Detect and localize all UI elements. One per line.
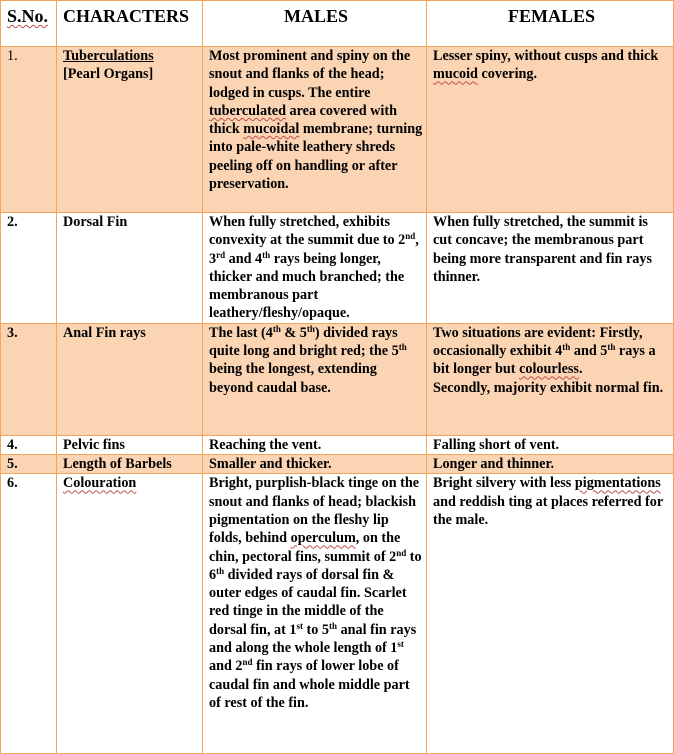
table-row bbox=[1, 474, 674, 754]
males-cell: When fully stretched, exhibits convexity at the summit due to 2nd, 3rd and 4th rays being longer, thicker and much branched; the membranous part leathery/fleshy/opaque. bbox=[203, 213, 427, 324]
character-cell: Colouration bbox=[57, 474, 203, 754]
table-row bbox=[1, 47, 674, 213]
males-cell: Most prominent and spiny on the snout and flanks of the head; lodged in cusps. The entire tuberculated area covered with thick mucoidal membrane; turning into pale-white leathery shreds peeling off on handling or after preservation. bbox=[203, 47, 427, 213]
character-cell bbox=[57, 47, 203, 213]
header-row bbox=[1, 1, 674, 47]
character-cell: Length of Barbels bbox=[57, 455, 203, 474]
row-number: 2. bbox=[1, 213, 57, 324]
character-alt-name: [Pearl Organs] bbox=[63, 66, 154, 83]
row-number: 3. bbox=[1, 323, 57, 435]
header-females: FEMALES bbox=[427, 1, 674, 47]
header-characters: CHARACTERS bbox=[57, 1, 203, 47]
row-number: 4. bbox=[1, 435, 57, 454]
table-row bbox=[1, 323, 674, 435]
females-cell: Lesser spiny, without cusps and thick mucoid covering. bbox=[427, 47, 674, 213]
females-cell: Bright silvery with less pigmentations and reddish ting at places referred for the male. bbox=[427, 474, 674, 754]
females-cell: Longer and thinner. bbox=[427, 455, 674, 474]
character-cell: Pelvic fins bbox=[57, 435, 203, 454]
table-row bbox=[1, 435, 674, 454]
character-cell: Anal Fin rays bbox=[57, 323, 203, 435]
header-males: MALES bbox=[203, 1, 427, 47]
row-number: 6. bbox=[1, 474, 57, 754]
males-cell: Smaller and thicker. bbox=[203, 455, 427, 474]
females-cell: Two situations are evident: Firstly, occasionally exhibit 4th and 5th rays a bit longer but colourless. Secondly, majority exhibit normal fin. bbox=[427, 323, 674, 435]
character-name: Tuberculations bbox=[63, 48, 154, 64]
males-cell: Bright, purplish-black tinge on the snout and flanks of head; blackish pigmentation on the fleshy lip folds, behind operculum, on the chin, pectoral fins, summit of 2nd to 6th divided rays of dorsal fin & outer edges of caudal fin. Scarlet red tinge in the middle of the dorsal fin, at 1st to 5th anal fin rays and along the whole length of 1st and 2nd fin rays of lower lobe of caudal fin and whole middle part of rest of the fin. bbox=[203, 474, 427, 754]
table-row bbox=[1, 455, 674, 474]
row-number: 1. bbox=[1, 47, 57, 213]
females-cell: Falling short of vent. bbox=[427, 435, 674, 454]
character-cell: Dorsal Fin bbox=[57, 213, 203, 324]
header-sno: S.No. bbox=[1, 1, 57, 47]
males-cell: Reaching the vent. bbox=[203, 435, 427, 454]
row-number: 5. bbox=[1, 455, 57, 474]
table-row bbox=[1, 213, 674, 324]
males-cell: The last (4th & 5th) divided rays quite long and bright red; the 5th being the longest, extending beyond caudal base. bbox=[203, 323, 427, 435]
females-cell: When fully stretched, the summit is cut concave; the membranous part being more transparent and fin rays thinner. bbox=[427, 213, 674, 324]
